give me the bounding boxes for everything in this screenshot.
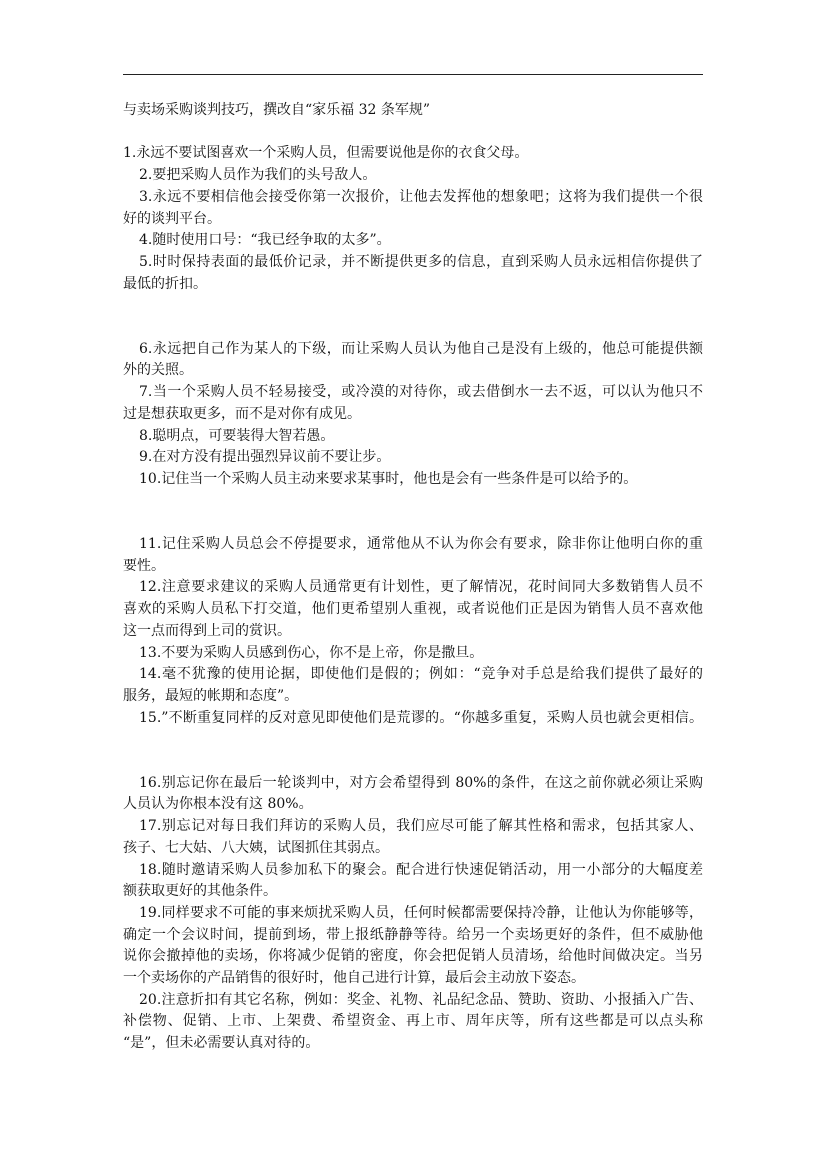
blank-lines [123,295,703,338]
list-item-2-line-1: 2.要把采购人员作为我们的头号敌人。 [139,167,377,184]
list-item-13 [123,643,703,665]
list-item-2 [123,165,703,187]
list-item-8-line-1: 8.聪明点，可要装得大智若愚。 [139,427,335,444]
list-item-5-line-1: 5.时时保持表面的最低价记录，并不断提供更多的信息，直到采购人员永远相信你提供了 [139,253,703,270]
list-item-6 [123,339,703,382]
list-item-15-line-1: 15.”不断重复同样的反对意见即使他们是荒谬的。“你越多重复，采购人员也就会更相信。 [139,709,703,726]
list-item-18 [123,860,703,903]
list-item-14-line-1: 14.毫不犹豫的使用论据，即使他们是假的；例如：“竞争对手总是给我们提供了最好的 [139,666,703,683]
section-4 [123,773,703,1055]
list-item-4 [123,230,703,252]
header-rule [123,74,703,75]
list-item-9-line-1: 9.在对方没有提出强烈异议前不要让步。 [139,449,391,466]
document-title: 与卖场采购谈判技巧，撰改自“家乐福 32 条军规” [123,102,431,118]
list-item-18-line-1: 18.随时邀请采购人员参加私下的聚会。配合进行快速促销活动，用一小部分的大幅度差 [139,861,703,878]
list-item-17-line-2: 孩子、七大姑、八大姨，试图抓住其弱点。 [123,839,389,856]
list-item-15 [123,708,703,730]
list-item-19-line-2: 确定一个会议时间，提前到场，带上报纸静静等待。给另一个卖场更好的条件，但不威胁他 [123,926,703,943]
list-item-20-line-1: 20.注意折扣有其它名称，例如：奖金、礼物、礼品纪念品、赞助、资助、小报插入广告、 [139,991,703,1008]
list-item-11-line-1: 11.记住采购人员总会不停提要求，通常他从不认为你会有要求，除非你让他明白你的重 [139,536,703,553]
list-item-12 [123,577,703,642]
list-item-20-line-3: “是”，但未必需要认真对待的。 [123,1035,320,1052]
list-item-14-line-2: 服务，最短的帐期和态度”。 [123,687,299,704]
list-item-19-line-1: 19.同样要求不可能的事来烦扰采购人员，任何时候都需要保持冷静，让他认为你能够等， [139,904,703,921]
section-1 [123,143,703,295]
document-body [123,100,703,1055]
list-item-18-line-2: 额获取更好的其他条件。 [123,883,277,900]
list-item-16-line-1: 16.别忘记你在最后一轮谈判中，对方会希望得到 80%的条件，在这之前你就必须让采购 [139,774,703,791]
list-item-19-line-4: 一个卖场你的产品销售的很好时，他自己进行计算，最后会主动放下姿态。 [123,970,585,987]
list-item-3-line-1: 3.永远不要相信他会接受你第一次报价，让他去发挥他的想象吧；这将为我们提供一个很 [139,188,703,205]
section-2 [123,339,703,491]
list-item-17-line-1: 17.别忘记对每日我们拜访的采购人员，我们应尽可能了解其性格和需求，包括其家人、 [139,818,703,835]
list-item-3 [123,187,703,230]
list-item-13-line-1: 13.不要为采购人员感到伤心，你不是上帝，你是撒旦。 [139,644,484,661]
list-item-17 [123,816,703,859]
list-item-6-line-1: 6.永远把自己作为某人的下级，而让采购人员认为他自己是没有上级的，他总可能提供额 [139,340,703,357]
list-item-10-line-1: 10.记住当一个采购人员主动来要求某事时，他也是会有一些条件是可以给予的。 [139,470,638,487]
list-item-19-line-3: 说你会撤掉他的卖场，你将减少促销的密度，你会把促销人员清场，给他时间做决定。当另 [123,948,703,965]
blank-lines [123,729,703,772]
list-item-14 [123,664,703,707]
list-item-11-line-2: 要性。 [123,557,165,574]
list-item-1 [123,143,703,165]
list-item-5 [123,252,703,295]
list-item-12-line-2: 喜欢的采购人员私下打交道，他们更希望别人重视，或者说他们正是因为销售人员不喜欢他 [123,601,703,618]
list-item-16-line-2: 人员认为你根本没有这 80%。 [123,796,313,813]
blank-lines [123,491,703,534]
list-item-6-line-2: 外的关照。 [123,362,193,379]
list-item-9 [123,447,703,469]
list-item-20 [123,990,703,1055]
list-item-4-line-1: 4.随时使用口号：“我已经争取的太多”。 [139,232,391,249]
list-item-12-line-1: 12.注意要求建议的采购人员通常更有计划性，更了解情况，花时间同大多数销售人员不 [139,579,703,596]
list-item-1-line-1: 1.永远不要试图喜欢一个采购人员，但需要说他是你的衣食父母。 [123,145,529,162]
list-item-5-line-2: 最低的折扣。 [123,275,207,292]
section-3 [123,534,703,729]
list-item-8 [123,426,703,448]
list-item-11 [123,534,703,577]
list-item-20-line-2: 补偿物、促销、上市、上架费、希望资金、再上市、周年庆等，所有这些都是可以点头称 [123,1013,703,1030]
list-item-7-line-1: 7.当一个采购人员不轻易接受，或冷漠的对待你，或去借倒水一去不返，可以认为他只不 [139,384,703,401]
list-item-19 [123,903,703,990]
list-item-12-line-3: 这一点而得到上司的赏识。 [123,622,291,639]
list-item-10 [123,469,703,491]
list-item-7 [123,382,703,425]
list-item-16 [123,773,703,816]
list-item-7-line-2: 过是想获取更多，而不是对你有成见。 [123,405,361,422]
blank-line [123,122,703,144]
list-item-3-line-2: 好的谈判平台。 [123,210,221,227]
